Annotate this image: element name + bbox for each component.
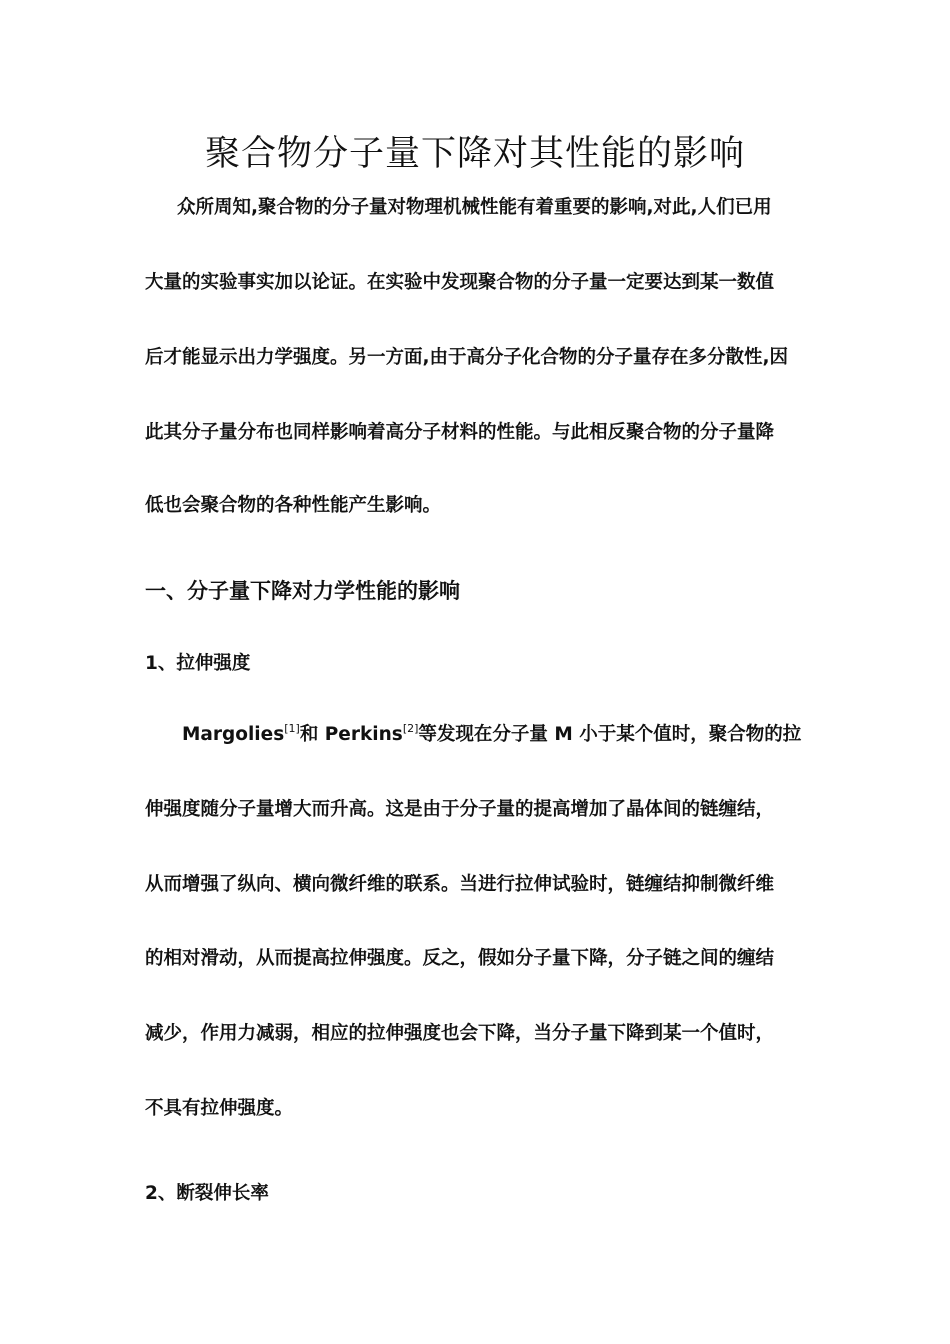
section-heading-mechanical: 一、分子量下降对力学性能的影响	[145, 579, 460, 603]
intro-line-5: 低也会聚合物的各种性能产生影响。	[145, 495, 442, 516]
author-margolies: Margolies	[182, 724, 285, 745]
tensile-line-4: 的相对滑动，从而提高拉伸强度。反之，假如分子量下降，分子链之间的缠结	[145, 948, 775, 969]
author-perkins: 和 Perkins	[299, 724, 403, 745]
intro-line-2: 大量的实验事实加以论证。在实验中发现聚合物的分子量一定要达到某一数值	[145, 272, 775, 293]
tensile-line-3: 从而增强了纵向、横向微纤维的联系。当进行拉伸试验时，链缠结抑制微纤维	[145, 874, 775, 895]
tensile-line-5: 减少，作用力减弱，相应的拉伸强度也会下降，当分子量下降到某一个值时，	[145, 1023, 775, 1044]
document-title: 聚合物分子量下降对其性能的影响	[204, 134, 745, 174]
tensile-line-6: 不具有拉伸强度。	[145, 1098, 294, 1119]
intro-line-1: 众所周知,聚合物的分子量对物理机械性能有着重要的影响,对此,人们已用	[177, 197, 772, 218]
intro-line-3: 后才能显示出力学强度。另一方面,由于高分子化合物的分子量存在多分散性,因	[145, 347, 789, 368]
subsection-heading-elongation: 2、断裂伸长率	[145, 1183, 269, 1204]
citation-ref-2[interactable]: [2]	[402, 722, 419, 735]
intro-line-4: 此其分子量分布也同样影响着高分子材料的性能。与此相反聚合物的分子量降	[145, 422, 775, 443]
tensile-line-1-rest: 等发现在分子量 M 小于某个值时，聚合物的拉	[418, 724, 802, 745]
subsection-heading-tensile: 1、拉伸强度	[145, 653, 251, 674]
citation-ref-1[interactable]: [1]	[284, 722, 300, 735]
tensile-line-1	[182, 720, 847, 746]
tensile-line-2: 伸强度随分子量增大而升高。这是由于分子量的提高增加了晶体间的链缠结，	[145, 799, 775, 820]
